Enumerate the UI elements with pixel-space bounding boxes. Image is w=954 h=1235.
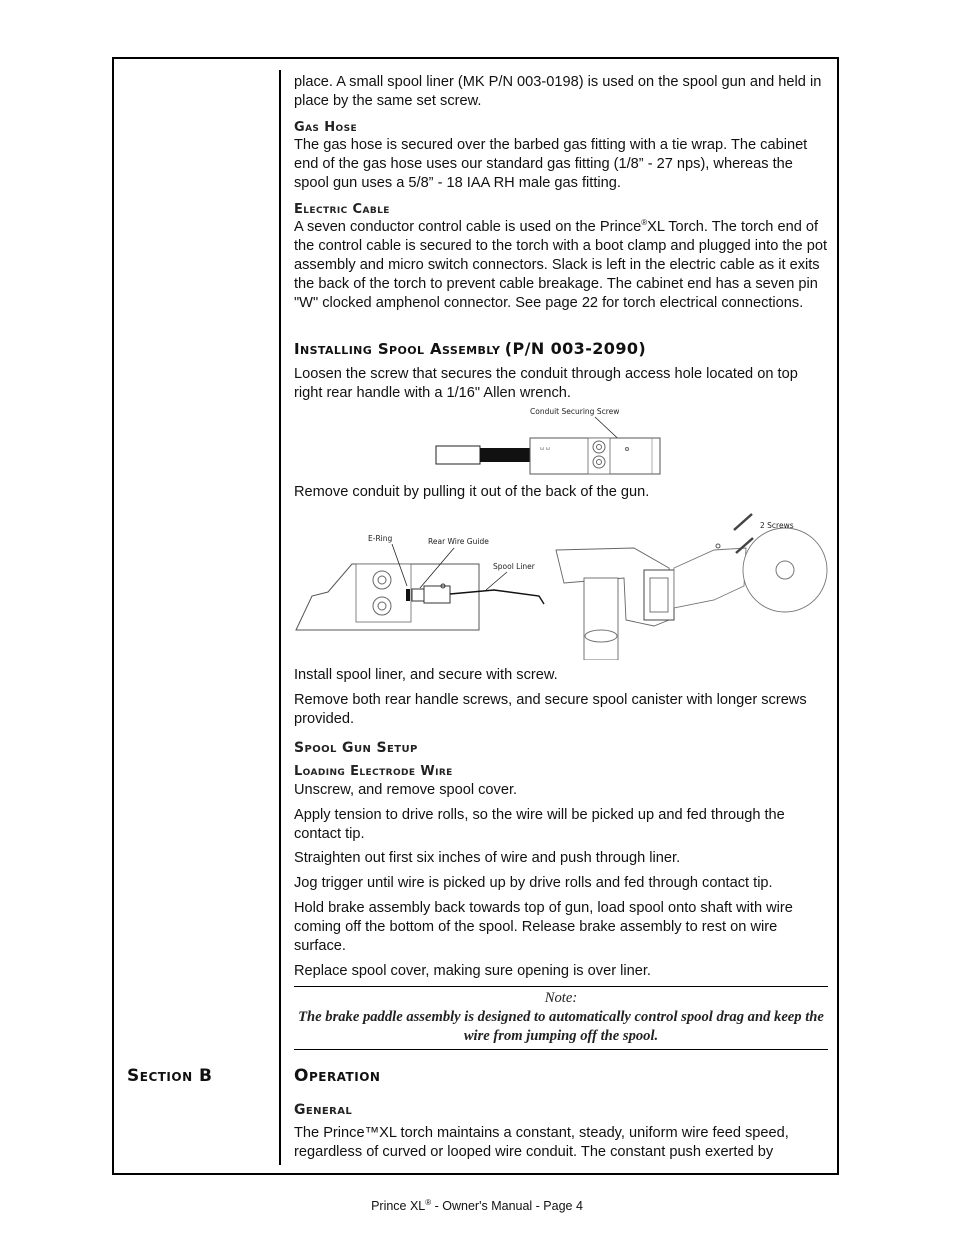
spool-gun-setup-heading: Spool Gun Setup (294, 740, 418, 756)
page-footer: Prince XL® - Owner's Manual - Page 4 (371, 1197, 583, 1213)
general-text: The Prince™XL torch maintains a constant, steady, uniform wire feed speed, regardless of curved or looped wire conduit. The constant push exerted by (294, 1125, 789, 1160)
intro-paragraph: place. A small spool liner (MK P/N 003-0198) is used on the spool gun and held in place by the same set screw. (294, 74, 822, 109)
installing-step-2: Remove conduit by pulling it out of the back of the gun. (294, 484, 650, 500)
conduit-securing-screw-label: Conduit Securing Screw (530, 407, 620, 416)
operation-heading: Operation (294, 1066, 381, 1086)
svg-text:ω ω: ω ω (540, 446, 550, 452)
gas-hose-heading: Gas Hose (294, 120, 358, 135)
spool-liner-label: Spool Liner (493, 562, 535, 571)
e-ring-label: E-Ring (368, 534, 393, 543)
column-divider (279, 70, 281, 1165)
installing-step-3: Install spool liner, and secure with screw. (294, 667, 558, 683)
setup-step-1: Unscrew, and remove spool cover. (294, 782, 518, 798)
spool-assembly-figure (294, 508, 834, 660)
setup-step-6: Replace spool cover, making sure opening is over liner. (294, 963, 651, 979)
setup-step-2: Apply tension to drive rolls, so the wire will be picked up and fed through the contact tip. (294, 807, 785, 842)
conduit-screw-figure (430, 402, 670, 478)
rear-wire-guide-label: Rear Wire Guide (428, 537, 489, 546)
setup-step-3: Straighten out first six inches of wire and push through liner. (294, 850, 681, 866)
electric-cable-heading: Electric Cable (294, 202, 390, 217)
two-screws-label: 2 Screws (760, 521, 794, 530)
installing-heading: Installing Spool Assembly (P/N 003-2090) (294, 339, 647, 358)
setup-step-4: Jog trigger until wire is picked up by drive rolls and fed through contact tip. (294, 875, 773, 891)
section-b-label: Section B (127, 1066, 213, 1086)
electric-cable-text: A seven conductor control cable is used on the Prince®XL Torch. The torch end of the control cable is secured to the torch with a boot clamp and plugged into the pot assembly and micro switch connectors. Slack is left in the electric cable as it exits the back of the torch to prevent cable breakage. The cabinet end has a seven pin "W" clocked amphenol connector. See page 22 for torch electrical connections. (294, 218, 828, 311)
note-title: Note: (544, 990, 578, 1006)
gas-hose-text: The gas hose is secured over the barbed gas fitting with a tie wrap. The cabinet end of the gas hose uses our standard gas fitting (1/8” - 27 nps), whereas the spool gun uses a 5/8” - 18 IAA RH male gas fitting. (294, 137, 808, 191)
note-box (294, 986, 828, 1050)
note-body: The brake paddle assembly is designed to automatically control spool drag and keep the wire from jumping off the spool. (298, 1009, 824, 1044)
setup-step-5: Hold brake assembly back towards top of gun, load spool onto shaft with wire coming off the bottom of the spool. Release brake assembly to rest on wire surface. (294, 900, 793, 954)
general-heading: General (294, 1102, 353, 1118)
loading-electrode-wire-heading: Loading Electrode Wire (294, 764, 453, 779)
installing-step-1: Loosen the screw that secures the conduit through access hole located on top right rear handle with a 1/16" Allen wrench. (294, 366, 798, 401)
installing-step-4: Remove both rear handle screws, and secure spool canister with longer screws provided. (294, 692, 807, 727)
